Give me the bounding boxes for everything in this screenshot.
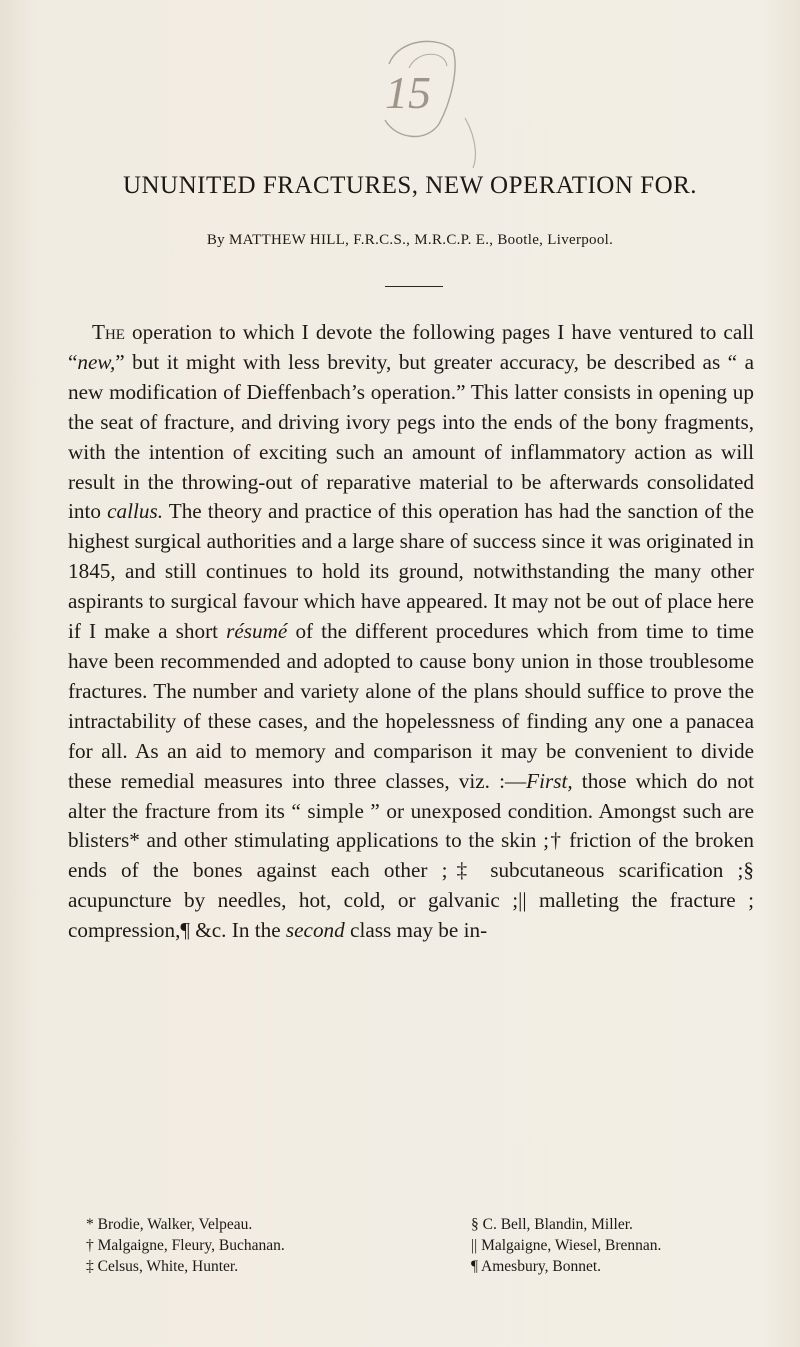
footnote: ¶ Amesbury, Bonnet. xyxy=(471,1258,602,1275)
footnote: § C. Bell, Blandin, Miller. xyxy=(471,1216,633,1233)
italic-run: new, xyxy=(77,349,116,374)
text-run: those which do not alter the fracture from its “ simple ” or unexposed condition. Amongst such are blisters* and other stimulating applications to the skin ;† friction of the broken ends of the bones against each other ;‡ subcutaneous scarification ;§ acupuncture by needles, hot, cold, or galvanic ;|| malleting the fracture ; compression,¶ &c. In the xyxy=(68,768,754,943)
footnote: * Brodie, Walker, Velpeau. xyxy=(86,1216,253,1233)
footnotes-right-column xyxy=(471,1214,661,1277)
body-paragraph xyxy=(68,318,754,946)
author-byline: By MATTHEW HILL, F.R.C.S., M.R.C.P. E., Bootle, Liverpool. xyxy=(206,232,614,248)
footnotes-left-column xyxy=(86,1214,285,1277)
stamp-text: 15 xyxy=(385,67,431,118)
text-run: class may be in- xyxy=(344,918,488,943)
lead-word: The xyxy=(92,320,125,344)
text-run: operation to which I devote the following pages I have ventured to call “ xyxy=(68,320,754,374)
italic-run: callus. xyxy=(107,499,164,524)
page-title: UNUNITED FRACTURES, NEW OPERATION FOR. xyxy=(122,172,698,199)
text-run: The theory and practice of this operation has had the sanction of the highest surgical authorities and a large share of success since it was originated in 1845, and still continues to hold its ground, notwithstanding the many other aspirants to surgical favour which have appeared. It may not be out of place here if I make a short xyxy=(68,499,755,644)
italic-run: First, xyxy=(526,768,573,793)
footnote: ‡ Celsus, White, Hunter. xyxy=(86,1258,239,1275)
italic-run: second xyxy=(285,918,345,943)
footnote: || Malgaigne, Wiesel, Brennan. xyxy=(471,1237,662,1254)
article-body xyxy=(68,318,754,946)
footnote: † Malgaigne, Fleury, Buchanan. xyxy=(86,1237,285,1254)
text-run: ” but it might with less brevity, but greater accuracy, be described as “ a new modification of Dieffenbach’s operation.” This latter consists in opening up the seat of fracture, and driving ivory pegs into the ends of the bony fragments, with the intention of exciting such an amount of inflammatory action as will result in the throwing-out of reparative material to be afterwards consolidated into xyxy=(68,349,754,524)
italic-run: résumé xyxy=(226,619,288,644)
text-run: of the different procedures which from time to time have been recommended and adopted to cause bony union in those troublesome fractures. The number and variety alone of the plans should suffice to prove the intractability of these cases, and the hopelessness of finding any one a panacea for all. As an aid to memory and comparison it may be convenient to divide these remedial measures into three classes, viz. :— xyxy=(68,619,754,793)
title-divider xyxy=(385,286,443,287)
